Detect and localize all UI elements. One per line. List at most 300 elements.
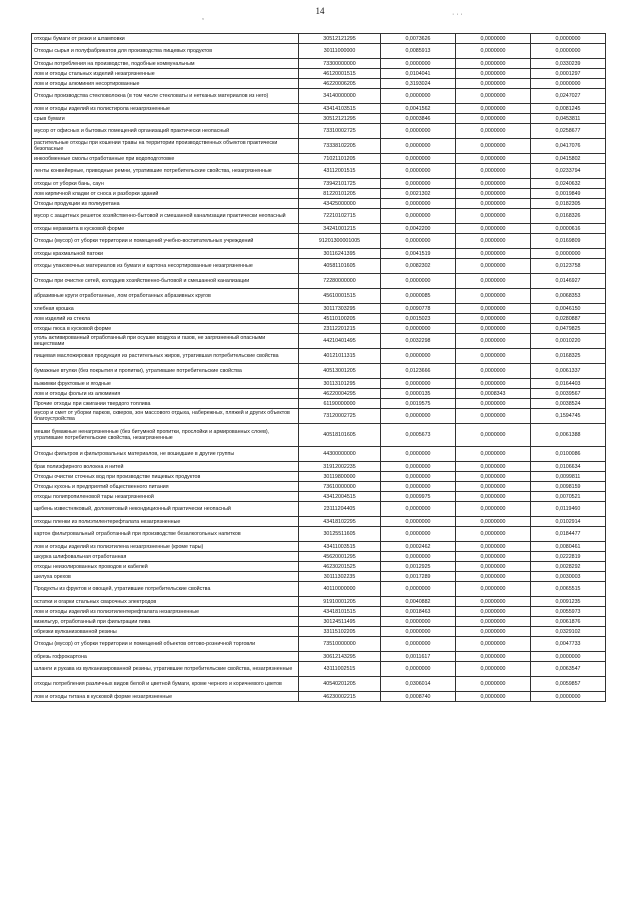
table-row [32, 104, 606, 114]
table-row [32, 234, 606, 249]
table-row [32, 364, 606, 379]
value-1-cell: 0,0090778 [381, 304, 456, 314]
waste-code-cell: 73942101725 [299, 179, 381, 189]
waste-name-cell: лом и отходы алюминия несортированные [32, 79, 299, 89]
value-1-cell: 0,0000000 [381, 324, 456, 334]
waste-name-cell: отходы бумаги от резки и штамповки [32, 34, 299, 44]
value-3-cell: 0,0030003 [531, 572, 606, 582]
value-1-cell: 0,0000000 [381, 462, 456, 472]
value-1-cell: 0,0000000 [381, 59, 456, 69]
value-2-cell: 0,0000000 [456, 677, 531, 692]
value-1-cell: 0,0000000 [381, 582, 456, 597]
value-3-cell: 0,0068353 [531, 289, 606, 304]
waste-code-cell: 40513001205 [299, 364, 381, 379]
waste-name-cell: хлебная крошка [32, 304, 299, 314]
value-2-cell: 0,0000000 [456, 324, 531, 334]
value-3-cell: 0,0100086 [531, 447, 606, 462]
waste-code-cell: 40518101605 [299, 424, 381, 447]
value-3-cell: 0,0019849 [531, 189, 606, 199]
value-2-cell: 0,0000000 [456, 209, 531, 224]
value-2-cell: 0,0000000 [456, 234, 531, 249]
value-2-cell: 0,0008343 [456, 389, 531, 399]
value-3-cell: 0,0168326 [531, 209, 606, 224]
value-2-cell: 0,0000000 [456, 617, 531, 627]
table-row [32, 462, 606, 472]
value-3-cell: 0,0046150 [531, 304, 606, 314]
waste-name-cell: шланги и рукава из вулканизированной резины, утратившие потребительские свойства, незагрязненные [32, 662, 299, 677]
waste-code-cell: 43414103515 [299, 104, 381, 114]
value-3-cell: 0,0119460 [531, 502, 606, 517]
waste-code-cell: 43411003515 [299, 542, 381, 552]
value-2-cell: 0,0000000 [456, 224, 531, 234]
value-2-cell: 0,0000000 [456, 472, 531, 482]
value-3-cell: 0,0061337 [531, 364, 606, 379]
value-3-cell: 0,0000616 [531, 224, 606, 234]
value-3-cell: 0,0038524 [531, 399, 606, 409]
value-3-cell: 0,0010220 [531, 334, 606, 349]
table-row [32, 179, 606, 189]
value-1-cell: 0,0019575 [381, 399, 456, 409]
waste-name-cell: брак полиэфирного волокна и нитей [32, 462, 299, 472]
value-3-cell: 0,0000000 [531, 34, 606, 44]
waste-code-cell: 73300000000 [299, 59, 381, 69]
table-row [32, 627, 606, 637]
waste-code-cell: 43418102295 [299, 517, 381, 527]
value-1-cell: 0,0002462 [381, 542, 456, 552]
value-1-cell: 0,0000000 [381, 482, 456, 492]
value-3-cell: 0,0222819 [531, 552, 606, 562]
waste-code-cell: 30612143295 [299, 652, 381, 662]
value-2-cell: 0,0000000 [456, 637, 531, 652]
table-row [32, 69, 606, 79]
table-row [32, 164, 606, 179]
waste-name-cell: отходы пленки из полиэтилентерефталата незагрязненные [32, 517, 299, 527]
value-1-cell: 0,0000000 [381, 234, 456, 249]
table-row [32, 224, 606, 234]
table-row [32, 492, 606, 502]
value-3-cell: 0,0453811 [531, 114, 606, 124]
value-3-cell: 0,0059857 [531, 677, 606, 692]
value-2-cell: 0,0000000 [456, 34, 531, 44]
waste-code-cell: 73610000000 [299, 482, 381, 492]
value-3-cell: 0,0479825 [531, 324, 606, 334]
table-row [32, 662, 606, 677]
waste-name-cell: отходы неизолированных проводов и кабелей [32, 562, 299, 572]
value-1-cell: 0,0000000 [381, 527, 456, 542]
waste-code-cell: 23111204405 [299, 502, 381, 517]
waste-code-cell: 43111002515 [299, 662, 381, 677]
value-2-cell: 0,0000000 [456, 154, 531, 164]
table-row [32, 334, 606, 349]
waste-code-cell: 91201300001005 [299, 234, 381, 249]
value-2-cell: 0,0000000 [456, 482, 531, 492]
scan-mark: , [202, 14, 204, 21]
waste-code-cell: 73338102205 [299, 139, 381, 154]
value-2-cell: 0,0000000 [456, 124, 531, 139]
value-2-cell: 0,0000000 [456, 249, 531, 259]
value-2-cell: 0,0000000 [456, 189, 531, 199]
table-row [32, 424, 606, 447]
value-1-cell: 0,0003846 [381, 114, 456, 124]
value-1-cell: 0,0015023 [381, 314, 456, 324]
value-3-cell: 0,0055973 [531, 607, 606, 617]
waste-code-cell: 30111000000 [299, 44, 381, 59]
table-row [32, 249, 606, 259]
table-row [32, 209, 606, 224]
value-1-cell: 0,0306014 [381, 677, 456, 692]
value-3-cell: 0,0063547 [531, 662, 606, 677]
waste-name-cell: мешки бумажные ненагрязненные (без битумной пропитки, прослойки и армированных слоев), утратившие потребительские свойства, незагрязненные [32, 424, 299, 447]
value-2-cell: 0,0000000 [456, 89, 531, 104]
value-1-cell: 0,0000085 [381, 289, 456, 304]
table-row [32, 139, 606, 154]
value-2-cell: 0,0000000 [456, 447, 531, 462]
table-row [32, 274, 606, 289]
value-2-cell: 0,0000000 [456, 334, 531, 349]
value-3-cell: 0,0000000 [531, 692, 606, 702]
value-2-cell: 0,0000000 [456, 114, 531, 124]
value-3-cell: 0,0168325 [531, 349, 606, 364]
value-2-cell: 0,0000000 [456, 562, 531, 572]
waste-name-cell: Отходы очистки сточных вод при производстве пищевых продуктов [32, 472, 299, 482]
value-1-cell: 0,0009975 [381, 492, 456, 502]
value-3-cell: 0,0099811 [531, 472, 606, 482]
value-1-cell: 0,0000000 [381, 139, 456, 154]
waste-name-cell: уголь активированный отработанный при осушке воздуха и газов, не загрязненный опасными веществами [32, 334, 299, 349]
waste-code-cell: 44210401495 [299, 334, 381, 349]
value-3-cell: 0,0329102 [531, 627, 606, 637]
value-3-cell: 0,0233794 [531, 164, 606, 179]
value-2-cell: 0,0000000 [456, 259, 531, 274]
waste-code-cell: 30124511495 [299, 617, 381, 627]
waste-code-cell: 30512121295 [299, 34, 381, 44]
waste-code-cell: 73120002725 [299, 409, 381, 424]
value-2-cell: 0,0000000 [456, 304, 531, 314]
waste-name-cell: Отходы сырья и полуфабрикатов для производства пищевых продуктов [32, 44, 299, 59]
value-1-cell: 0,0000000 [381, 209, 456, 224]
value-1-cell: 0,0000000 [381, 662, 456, 677]
waste-name-cell: отходы потребления различных видов белой и цветной бумаги, кроме черного и коричневого цветов [32, 677, 299, 692]
page-number: 14 [315, 6, 325, 16]
table-row [32, 562, 606, 572]
waste-name-cell: кизельгур, отработанный при фильтрации пива [32, 617, 299, 627]
value-3-cell: 0,0081245 [531, 104, 606, 114]
value-2-cell: 0,0000000 [456, 69, 531, 79]
value-3-cell: 0,0258677 [531, 124, 606, 139]
waste-code-cell: 30512121295 [299, 114, 381, 124]
waste-code-cell: 81220101205 [299, 189, 381, 199]
value-1-cell: 0,0000000 [381, 517, 456, 527]
waste-code-cell: 46230201525 [299, 562, 381, 572]
value-1-cell: 0,0017289 [381, 572, 456, 582]
table-row [32, 677, 606, 692]
value-1-cell: 0,0000000 [381, 154, 456, 164]
waste-name-cell: срыв бумаги [32, 114, 299, 124]
table-row [32, 409, 606, 424]
table-row [32, 572, 606, 582]
waste-name-cell: обрезь гофрокартона [32, 652, 299, 662]
table-row [32, 652, 606, 662]
waste-name-cell: Отходы (мусор) от уборки территории и помещений учебно-воспитательных учреждений [32, 234, 299, 249]
waste-name-cell: Отходы при очистке сетей, колодцев хозяйственно-бытовой и смешанной канализации [32, 274, 299, 289]
table-row [32, 349, 606, 364]
waste-code-cell: 33115102205 [299, 627, 381, 637]
waste-code-cell: 91910001205 [299, 597, 381, 607]
waste-name-cell: лом и отходы стальных изделий незагрязненные [32, 69, 299, 79]
table-row [32, 389, 606, 399]
value-2-cell: 0,0000000 [456, 582, 531, 597]
value-3-cell: 0,0417076 [531, 139, 606, 154]
waste-name-cell: Отходы продукции из полиуретана [32, 199, 299, 209]
table-row [32, 189, 606, 199]
waste-name-cell: пищевая масложировая продукция из растительных жиров, утратившая потребительские свойства [32, 349, 299, 364]
table-row [32, 154, 606, 164]
waste-name-cell: отходы упаковочных материалов из бумаги и картона несортированные незагрязненные [32, 259, 299, 274]
value-3-cell: 0,0047733 [531, 637, 606, 652]
table-row [32, 314, 606, 324]
table-row [32, 542, 606, 552]
value-2-cell: 0,0000000 [456, 164, 531, 179]
table-row [32, 399, 606, 409]
waste-code-cell: 31912002235 [299, 462, 381, 472]
table-row [32, 517, 606, 527]
waste-name-cell: Отходы (мусор) от уборки территории и помещений объектов оптово-розничной торговли [32, 637, 299, 652]
waste-code-cell: 73510000000 [299, 637, 381, 652]
waste-name-cell: лом и отходы изделий из полиэтилена незагрязненные (кроме тары) [32, 542, 299, 552]
value-1-cell: 0,0041562 [381, 104, 456, 114]
waste-name-cell: инкообменные смолы отработанные при водоподготовке [32, 154, 299, 164]
value-2-cell: 0,0000000 [456, 492, 531, 502]
table-row [32, 259, 606, 274]
waste-name-cell: лом и отходы фольги из алюминия [32, 389, 299, 399]
waste-name-cell: лом изделий из стекла [32, 314, 299, 324]
waste-name-cell: Отходы производства стекловолокна (в том числе стекловаты и нетканых материалов из него) [32, 89, 299, 104]
value-3-cell: 0,0123758 [531, 259, 606, 274]
waste-code-cell: 30113101295 [299, 379, 381, 389]
waste-code-cell: 40581101605 [299, 259, 381, 274]
value-3-cell: 0,0000000 [531, 44, 606, 59]
table-row [32, 447, 606, 462]
waste-code-cell: 46220006205 [299, 79, 381, 89]
table-row [32, 527, 606, 542]
value-3-cell: 0,0061388 [531, 424, 606, 447]
waste-name-cell: мусор от офисных и бытовых помещений организаций практически неопасный [32, 124, 299, 139]
table-row [32, 124, 606, 139]
waste-code-cell: 72210102715 [299, 209, 381, 224]
value-2-cell: 0,0000000 [456, 462, 531, 472]
waste-name-cell: Прочие отходы при сжигании твердого топлива [32, 399, 299, 409]
value-1-cell: 0,0000000 [381, 447, 456, 462]
value-2-cell: 0,0000000 [456, 79, 531, 89]
value-1-cell: 0,0000000 [381, 179, 456, 189]
value-3-cell: 0,0106634 [531, 462, 606, 472]
value-3-cell: 0,0330239 [531, 59, 606, 69]
value-1-cell: 0,0041519 [381, 249, 456, 259]
value-1-cell: 0,0000000 [381, 637, 456, 652]
value-1-cell: 0,0018463 [381, 607, 456, 617]
value-3-cell: 0,0415802 [531, 154, 606, 164]
waste-code-cell: 23112201215 [299, 324, 381, 334]
value-2-cell: 0,0000000 [456, 627, 531, 637]
value-1-cell: 0,0040882 [381, 597, 456, 607]
value-1-cell: 0,0011617 [381, 652, 456, 662]
waste-table [31, 33, 606, 702]
value-3-cell: 0,0098159 [531, 482, 606, 492]
waste-name-cell: отходы от уборки бань, саун [32, 179, 299, 189]
waste-name-cell: лом кирпичной кладки от сноса и разборки зданий [32, 189, 299, 199]
waste-name-cell: лом и отходы изделий из полиэтилентерефталата незагрязненные [32, 607, 299, 617]
waste-code-cell: 71021101205 [299, 154, 381, 164]
table-row [32, 502, 606, 517]
waste-code-cell: 40121011315 [299, 349, 381, 364]
value-2-cell: 0,0000000 [456, 379, 531, 389]
value-3-cell: 0,0000000 [531, 249, 606, 259]
value-1-cell: 0,0000000 [381, 349, 456, 364]
value-3-cell: 0,0061876 [531, 617, 606, 627]
waste-code-cell: 30111302235 [299, 572, 381, 582]
value-3-cell: 0,0169809 [531, 234, 606, 249]
waste-code-cell: 46120001515 [299, 69, 381, 79]
waste-code-cell: 43425000000 [299, 199, 381, 209]
value-2-cell: 0,0000000 [456, 517, 531, 527]
waste-name-cell: бумажные втулки (без покрытия и пропитки), утратившие потребительские свойства [32, 364, 299, 379]
value-1-cell: 0,3193024 [381, 79, 456, 89]
value-2-cell: 0,0000000 [456, 692, 531, 702]
value-3-cell: 0,0000000 [531, 79, 606, 89]
value-2-cell: 0,0000000 [456, 364, 531, 379]
value-2-cell: 0,0000000 [456, 409, 531, 424]
value-2-cell: 0,0000000 [456, 502, 531, 517]
value-1-cell: 0,0032298 [381, 334, 456, 349]
value-2-cell: 0,0000000 [456, 274, 531, 289]
value-1-cell: 0,0000000 [381, 89, 456, 104]
waste-name-cell: остатки и огарки стальных сварочных электродов [32, 597, 299, 607]
value-1-cell: 0,0000000 [381, 502, 456, 517]
value-1-cell: 0,0000000 [381, 124, 456, 139]
value-2-cell: 0,0000000 [456, 349, 531, 364]
value-2-cell: 0,0000000 [456, 662, 531, 677]
value-3-cell: 0,0184477 [531, 527, 606, 542]
value-1-cell: 0,0082302 [381, 259, 456, 274]
waste-name-cell: мусор и смет от уборки парков, скверов, зон массового отдыха, набережных, пляжей и других объектов благоустройства [32, 409, 299, 424]
value-3-cell: 0,0247027 [531, 89, 606, 104]
value-1-cell: 0,0008740 [381, 692, 456, 702]
value-2-cell: 0,0000000 [456, 314, 531, 324]
table-row [32, 34, 606, 44]
waste-name-cell: отходы керамзита в кусковой форме [32, 224, 299, 234]
waste-code-cell: 72280000000 [299, 274, 381, 289]
table-row [32, 637, 606, 652]
waste-name-cell: шкурка шлифовальная отработанная [32, 552, 299, 562]
table-row [32, 324, 606, 334]
table-row [32, 289, 606, 304]
value-3-cell: 0,0102914 [531, 517, 606, 527]
table-row [32, 79, 606, 89]
value-3-cell: 0,0001297 [531, 69, 606, 79]
value-1-cell: 0,0012925 [381, 562, 456, 572]
table-row [32, 89, 606, 104]
value-3-cell: 0,0000000 [531, 652, 606, 662]
waste-code-cell: 45610001515 [299, 289, 381, 304]
table-row [32, 114, 606, 124]
value-3-cell: 0,0028292 [531, 562, 606, 572]
value-2-cell: 0,0000000 [456, 59, 531, 69]
value-2-cell: 0,0000000 [456, 552, 531, 562]
waste-name-cell: обрезки вулканизованной резины [32, 627, 299, 637]
value-2-cell: 0,0000000 [456, 44, 531, 59]
waste-name-cell: Продукты из фруктов и овощей, утратившие потребительские свойства [32, 582, 299, 597]
waste-name-cell: ленты конвейерные, приводные ремни, утратившие потребительские свойства, незагрязненные [32, 164, 299, 179]
value-2-cell: 0,0000000 [456, 179, 531, 189]
value-2-cell: 0,0000000 [456, 139, 531, 154]
value-1-cell: 0,0000000 [381, 472, 456, 482]
value-2-cell: 0,0000000 [456, 652, 531, 662]
value-1-cell: 0,0000000 [381, 552, 456, 562]
value-1-cell: 0,0021302 [381, 189, 456, 199]
value-2-cell: 0,0000000 [456, 572, 531, 582]
waste-code-cell: 30117303295 [299, 304, 381, 314]
table-row [32, 582, 606, 597]
value-2-cell: 0,0000000 [456, 104, 531, 114]
waste-name-cell: выжимки фруктовые и ягодные [32, 379, 299, 389]
waste-name-cell: отходы полипропиленовой тары незагрязненной [32, 492, 299, 502]
table-row [32, 692, 606, 702]
waste-code-cell: 30125511605 [299, 527, 381, 542]
waste-code-cell: 30116241395 [299, 249, 381, 259]
value-2-cell: 0,0000000 [456, 289, 531, 304]
value-3-cell: 0,0091235 [531, 597, 606, 607]
waste-name-cell: лом и отходы титана в кусковой форме незагрязненные [32, 692, 299, 702]
value-2-cell: 0,0000000 [456, 542, 531, 552]
scan-mark: · · · [452, 11, 463, 18]
value-3-cell: 0,0280887 [531, 314, 606, 324]
waste-code-cell: 46220004295 [299, 389, 381, 399]
waste-name-cell: шелуха орехов [32, 572, 299, 582]
value-2-cell: 0,0000000 [456, 199, 531, 209]
waste-name-cell: отходы пюса в кусковой форме [32, 324, 299, 334]
waste-code-cell: 34241001215 [299, 224, 381, 234]
waste-code-cell: 73310002725 [299, 124, 381, 139]
table-row [32, 607, 606, 617]
value-3-cell: 0,0080461 [531, 542, 606, 552]
value-1-cell: 0,0000000 [381, 379, 456, 389]
value-1-cell: 0,0000000 [381, 617, 456, 627]
waste-code-cell: 45110100205 [299, 314, 381, 324]
table-row [32, 59, 606, 69]
value-1-cell: 0,0000000 [381, 627, 456, 637]
waste-code-cell: 45620001295 [299, 552, 381, 562]
waste-name-cell: мусор с защитных решеток хозяйственно-бытовой и смешанной канализации практически неопасный [32, 209, 299, 224]
waste-code-cell: 40110000000 [299, 582, 381, 597]
value-1-cell: 0,0042200 [381, 224, 456, 234]
table-row [32, 597, 606, 607]
value-1-cell: 0,0000000 [381, 274, 456, 289]
value-1-cell: 0,0000000 [381, 199, 456, 209]
value-1-cell: 0,0000000 [381, 409, 456, 424]
table-row [32, 44, 606, 59]
value-2-cell: 0,0000000 [456, 597, 531, 607]
value-3-cell: 0,0182305 [531, 199, 606, 209]
table-row [32, 552, 606, 562]
value-2-cell: 0,0000000 [456, 607, 531, 617]
value-1-cell: 0,0073626 [381, 34, 456, 44]
value-3-cell: 0,0240632 [531, 179, 606, 189]
value-2-cell: 0,0000000 [456, 399, 531, 409]
waste-code-cell: 34140000000 [299, 89, 381, 104]
value-2-cell: 0,0000000 [456, 424, 531, 447]
waste-code-cell: 61190000000 [299, 399, 381, 409]
waste-code-cell: 46230002215 [299, 692, 381, 702]
